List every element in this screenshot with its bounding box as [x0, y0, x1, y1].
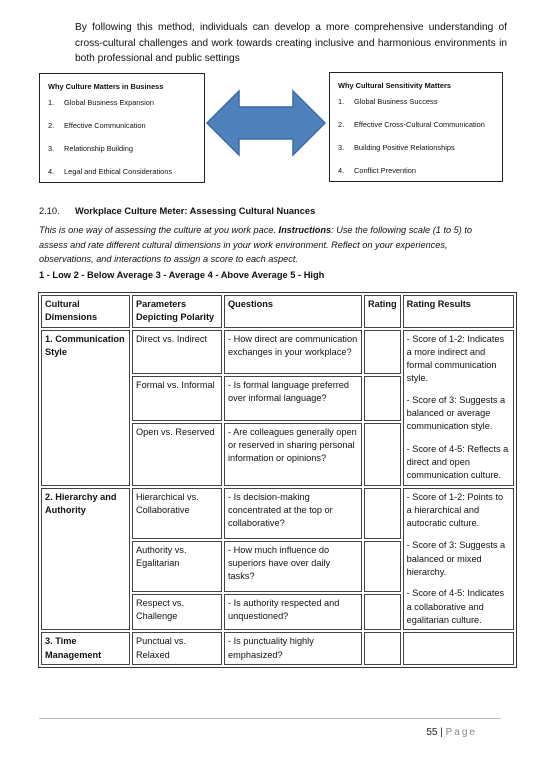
box-list	[48, 98, 172, 190]
page-number: 55	[426, 727, 438, 738]
footer-divider	[39, 718, 501, 719]
page-separator: |	[437, 727, 446, 738]
column-header: Rating Results	[403, 295, 514, 328]
intro-paragraph: By following this method, individuals can develop a more comprehensive understanding of cross-cultural challenges and work towards creating inclusive and harmonious environments in both professional and public settings	[75, 22, 507, 64]
list-item	[48, 98, 172, 121]
item-number: 2.	[48, 121, 55, 130]
rating-cell[interactable]	[364, 632, 401, 665]
list-item	[338, 120, 485, 143]
item-number: 4.	[48, 167, 55, 176]
item-number: 4.	[338, 166, 345, 175]
rating-cell[interactable]	[364, 488, 401, 539]
item-text: Global Business Expansion	[64, 98, 154, 107]
parameter-cell: Authority vs. Egalitarian	[132, 541, 222, 592]
table-row	[41, 632, 514, 665]
double-arrow-icon	[205, 89, 327, 157]
item-text: Building Positive Relationships	[354, 143, 455, 152]
culture-meter-table	[38, 292, 517, 668]
list-item	[338, 143, 485, 166]
rating-results-cell	[403, 632, 514, 665]
rating-scale: 1 - Low 2 - Below Average 3 - Average 4 - Above Average 5 - High	[39, 270, 325, 280]
box-title: Why Culture Matters in Business	[48, 82, 164, 91]
item-text: Effective Communication	[64, 121, 146, 130]
item-number: 1.	[48, 98, 55, 107]
column-header: Rating	[364, 295, 401, 328]
question-cell: - Is punctuality highly emphasized?	[224, 632, 362, 665]
table-row	[41, 488, 514, 539]
result-text: - Score of 4-5: Indicates a collaborative and egalitarian culture.	[406, 588, 505, 625]
dimension-cell: 1. Communication Style	[41, 330, 130, 486]
item-number: 1.	[338, 97, 345, 106]
box-title: Why Cultural Sensitivity Matters	[338, 81, 451, 90]
column-header: Parameters Depicting Polarity	[132, 295, 222, 328]
result-text: - Score of 4-5: Reflects a direct and open communication culture.	[406, 443, 509, 481]
item-text: Relationship Building	[64, 144, 134, 153]
question-cell: - How much influence do superiors have over daily tasks?	[224, 541, 362, 592]
item-number: 3.	[48, 144, 55, 153]
page-footer	[426, 727, 477, 738]
culture-matters-box	[39, 73, 205, 183]
table-row	[41, 330, 514, 375]
dimension-cell: 2. Hierarchy and Authority	[41, 488, 130, 631]
rating-cell[interactable]	[364, 423, 401, 486]
column-header: Cultural Dimensions	[41, 295, 130, 328]
result-text: - Score of 3: Suggests a balanced or average communication style.	[406, 394, 506, 432]
question-cell: - Are colleagues generally open or reserved in sharing personal information or opinions?	[224, 423, 362, 486]
table-header-row	[41, 295, 514, 328]
list-item	[48, 121, 172, 144]
item-text: Effective Cross-Cultural Communication	[354, 120, 485, 129]
rating-cell[interactable]	[364, 376, 401, 421]
rating-cell[interactable]	[364, 330, 401, 375]
box-list	[338, 97, 485, 189]
list-item	[48, 167, 172, 190]
section-description	[39, 223, 501, 267]
result-text: - Score of 1-2: Indicates a more indirect and formal communication style.	[406, 333, 505, 384]
dimension-cell: 3. Time Management	[41, 632, 130, 665]
section-heading	[39, 206, 315, 216]
rating-cell[interactable]	[364, 541, 401, 592]
result-text: - Score of 3: Suggests a balanced or mixed hierarchy.	[406, 540, 506, 578]
question-cell: - How direct are communication exchanges in your workplace?	[224, 330, 362, 375]
item-number: 2.	[338, 120, 345, 129]
item-text: Global Business Success	[354, 97, 438, 106]
section-number: 2.10.	[39, 206, 60, 216]
rating-results-cell	[403, 330, 514, 486]
parameter-cell: Hierarchical vs. Collaborative	[132, 488, 222, 539]
page-label: Page	[445, 727, 477, 738]
question-cell: - Is formal language preferred over informal language?	[224, 376, 362, 421]
parameter-cell: Formal vs. Informal	[132, 376, 222, 421]
item-number: 3.	[338, 143, 345, 152]
question-cell: - Is decision-making concentrated at the top or collaborative?	[224, 488, 362, 539]
list-item	[338, 97, 485, 120]
rating-results-cell	[403, 488, 514, 631]
cultural-sensitivity-box	[329, 72, 503, 182]
description-text: This is one way of assessing the culture at you work pace.	[39, 225, 279, 235]
section-title: Workplace Culture Meter: Assessing Cultural Nuances	[75, 206, 316, 216]
description-text: : Use the following scale (1 to 5) to assess and rate different cultural dimensions in your work environment. Reflect on your experiences, observations, and interactions to assign a score to each aspect.	[39, 225, 473, 264]
item-text: Conflict Prevention	[354, 166, 417, 175]
parameter-cell: Direct vs. Indirect	[132, 330, 222, 375]
question-cell: - Is authority respected and unquestioned?	[224, 594, 362, 630]
parameter-cell: Punctual vs. Relaxed	[132, 632, 222, 665]
instructions-label: Instructions	[278, 225, 332, 235]
list-item	[338, 166, 485, 189]
parameter-cell: Open vs. Reserved	[132, 423, 222, 486]
result-text: - Score of 1-2: Points to a hierarchical and autocratic culture.	[406, 491, 504, 529]
column-header: Questions	[224, 295, 362, 328]
item-text: Legal and Ethical Considerations	[64, 167, 173, 176]
parameter-cell: Respect vs. Challenge	[132, 594, 222, 630]
list-item	[48, 144, 172, 167]
rating-cell[interactable]	[364, 594, 401, 630]
